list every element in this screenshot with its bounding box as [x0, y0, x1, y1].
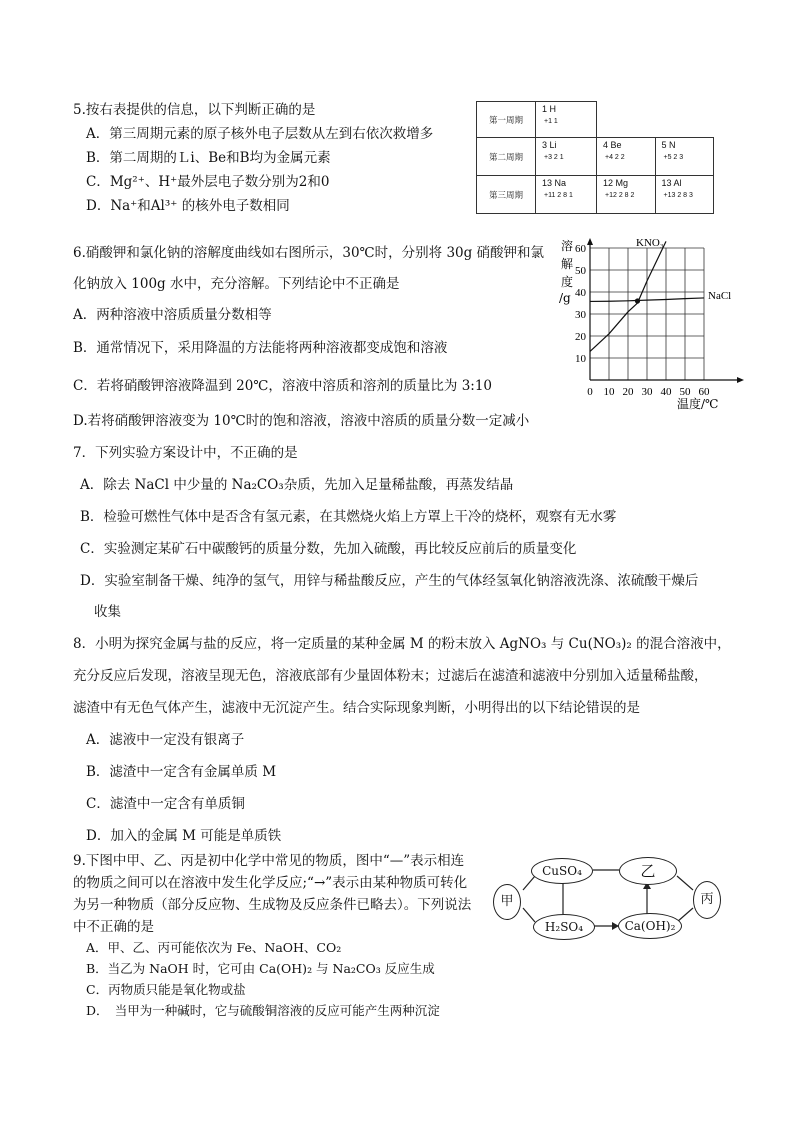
element-symbol: 3 Li	[542, 140, 557, 150]
q8-stem-line-2: 充分反应后发现，溶液呈现无色，溶液底部有少量固体粉末；过滤后在滤渣和滤液中分别加入适量稀盐酸，	[73, 668, 708, 684]
x-axis-label: 温度/℃	[677, 397, 719, 411]
element-cell	[597, 176, 656, 214]
y-axis-label-1: 溶	[561, 239, 574, 253]
y-tick-label: 40	[575, 287, 586, 299]
atom-structure: +12 2 8 2	[605, 192, 635, 199]
y-tick-label: 10	[575, 353, 586, 365]
atom-structure: +11 2 8 1	[544, 192, 573, 199]
node-bing: 丙	[693, 881, 721, 919]
x-tick-label: 30	[641, 386, 653, 398]
periodic-table	[476, 101, 714, 214]
x-tick-label: 20	[622, 386, 634, 398]
node-caoh2: Ca(OH)₂	[618, 913, 682, 939]
x-tick-label: 60	[698, 386, 710, 398]
element-symbol: 13 Na	[542, 178, 567, 188]
x-tick-label: 10	[603, 386, 615, 398]
q6-option-c: C．若将硝酸钾溶液降温到 20℃，溶液中溶质和溶剂的质量比为 3:10	[73, 378, 493, 394]
q9-stem-line-1: 9.下图中甲、乙、丙是初中化学中常见的物质，图中“—”表示相连	[73, 853, 465, 869]
q6-option-b: B．通常情况下，采用降温的方法能将两种溶液都变成饱和溶液	[73, 340, 448, 356]
element-cell	[536, 176, 597, 214]
period-3-label: 第三周期	[477, 176, 536, 214]
q6-option-d: D.若将硝酸钾溶液变为 10℃时的饱和溶液，溶液中溶质的质量分数一定减小	[73, 413, 530, 429]
q7-option-d-cont: 收集	[94, 604, 121, 620]
y-axis-arrow	[587, 238, 593, 245]
atom-structure: +3 2 1	[544, 154, 564, 161]
element-cell	[655, 138, 714, 176]
element-symbol: 12 Mg	[603, 178, 629, 188]
element-symbol: 4 Be	[603, 140, 622, 150]
node-yi: 乙	[619, 857, 677, 885]
x-tick-label: 0	[587, 386, 593, 398]
y-tick-label: 20	[575, 331, 586, 343]
element-cell	[655, 176, 714, 214]
x-tick-label: 50	[679, 386, 691, 398]
atom-structure: +1 1	[544, 118, 558, 125]
q9-option-c: C．丙物质只能是氧化物或盐	[86, 982, 246, 997]
q9-stem-line-4: 中不正确的是	[73, 919, 154, 935]
q5-option-a: A．第三周期元素的原子核外电子层数从左到右依次救增多	[86, 126, 434, 142]
q8-option-d: D．加入的金属 M 可能是单质铁	[86, 828, 282, 844]
element-symbol: 13 Al	[661, 178, 682, 188]
period-2-label: 第二周期	[477, 138, 536, 176]
element-cell	[597, 138, 656, 176]
node-jia: 甲	[493, 884, 521, 920]
q9-option-a: A．甲、乙、丙可能依次为 Fe、NaOH、CO₂	[86, 940, 342, 955]
q7-option-a: A．除去 NaCl 中少量的 Na₂CO₃杂质，先加入足量稀盐酸，再蒸发结晶	[80, 477, 514, 493]
intersection-point	[635, 298, 640, 303]
q7-stem: 7．下列实验方案设计中，不正确的是	[73, 445, 298, 461]
q8-stem-line-3: 滤渣中有无色气体产生，滤液中无沉淀产生。结合实际现象判断，小明得出的以下结论错误的是	[73, 700, 640, 716]
q5-option-d: D．Na⁺和Al³⁺ 的核外电子数相同	[86, 198, 290, 214]
reaction-diagram-lines	[495, 850, 725, 950]
q7-option-d: D．实验室制备干燥、纯净的氢气，用锌与稀盐酸反应，产生的气体经氢氧化钠溶液洗涤、浓硫酸干燥后	[80, 573, 699, 589]
y-tick-label: 50	[575, 265, 586, 277]
q6-option-a: A．两种溶液中溶质质量分数相等	[73, 307, 272, 323]
q8-option-c: C．滤渣中一定含有单质铜	[86, 796, 245, 812]
period-1-label: 第一周期	[477, 102, 536, 138]
y-axis-label-2: 解	[561, 257, 574, 271]
q5-stem: 5.按右表提供的信息，以下判断正确的是	[73, 102, 316, 118]
y-axis-label-4: /g	[559, 291, 571, 305]
q5-option-c: C．Mg²⁺、H⁺最外层电子数分别为2和0	[86, 174, 330, 190]
q7-option-b: B．检验可燃性气体中是否含有氢元素，在其燃烧火焰上方罩上干冷的烧杯，观察有无水雾	[80, 509, 617, 525]
y-tick-label: 30	[575, 309, 586, 321]
q9-option-d: D． 当甲为一种碱时，它与硫酸铜溶液的反应可能产生两种沉淀	[86, 1003, 440, 1018]
q9-option-b: B．当乙为 NaOH 时，它可由 Ca(OH)₂ 与 Na₂CO₃ 反应生成	[86, 961, 435, 976]
q8-option-a: A．滤液中一定没有银离子	[86, 732, 245, 748]
atom-structure: +4 2 2	[605, 154, 625, 161]
q6-stem-line-2: 化钠放入 100g 水中，充分溶解。下列结论中不正确是	[73, 276, 400, 292]
element-cell	[536, 102, 597, 138]
atom-structure: +13 2 8 3	[663, 192, 693, 199]
x-axis-arrow	[737, 377, 744, 383]
solubility-chart	[555, 232, 750, 412]
atom-structure: +5 2 3	[663, 154, 684, 161]
node-h2so4: H₂SO₄	[533, 914, 595, 940]
series-label-kno3: KNO₃	[636, 237, 664, 249]
series-label-nacl: NaCl	[708, 289, 732, 302]
y-tick-label: 60	[575, 243, 586, 255]
element-cell	[536, 138, 597, 176]
x-tick-label: 40	[660, 386, 672, 398]
element-symbol: 5 N	[661, 140, 676, 150]
q9-stem-line-3: 为另一种物质（部分反应物、生成物及反应条件已略去）。下列说法	[73, 897, 472, 913]
q9-stem-line-2: 的物质之间可以在溶液中发生化学反应;“→”表示由某种物质可转化	[73, 875, 468, 891]
q8-option-b: B．滤渣中一定含有金属单质 M	[86, 764, 277, 780]
q6-stem-line-1: 6.硝酸钾和氯化钠的溶解度曲线如右图所示，30℃时，分别将 30g 硝酸钾和氯	[73, 245, 545, 261]
q8-stem-line-1: 8．小明为探究金属与盐的反应，将一定质量的某种金属 M 的粉末放入 AgNO₃ 与 Cu(NO₃)₂ 的混合溶液中，	[73, 636, 731, 652]
element-symbol: 1 H	[542, 104, 557, 114]
q7-option-c: C．实验测定某矿石中碳酸钙的质量分数，先加入硫酸，再比较反应前后的质量变化	[80, 541, 577, 557]
y-axis-label-3: 度	[561, 275, 574, 289]
node-cuso4: CuSO₄	[531, 858, 593, 884]
q5-option-b: B．第二周期的Ｌi、Be和B均为金属元素	[86, 150, 331, 166]
